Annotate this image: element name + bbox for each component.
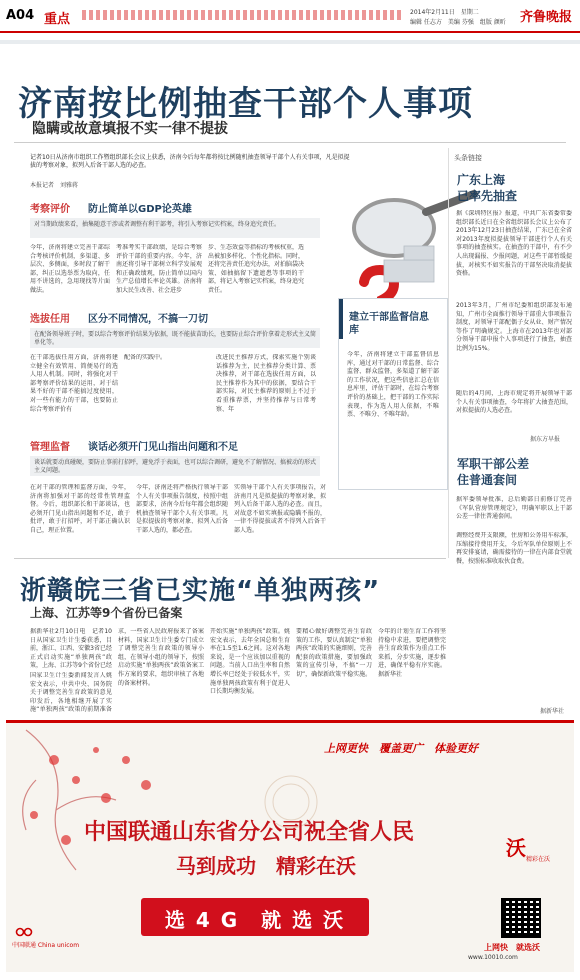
section-title: 防止简单以GDP论英雄 — [88, 204, 192, 215]
section-title: 区分不同情况，不搞一刀切 — [88, 314, 208, 325]
headline: 济南按比例抽查干部个人事项 — [18, 84, 473, 124]
sidebar-source: 据新华社 — [540, 708, 565, 715]
sidebar-text: 据《深圳特区报》报道，中共广东省委常委组织部长近日在全省组织部长会议上公布了2013年12月23日抽查结果，广东已在全省对2013年度拟提拔领导干部进行个人有关事项的抽查核实。在抽查的干部中，有不少人出现漏报、少报问题，对这些干部暂缓提拔，对核实不如实报告的干部坚决取消提拔资格。 — [456, 210, 572, 278]
page-number: A04 — [6, 8, 35, 23]
unicom-advertisement[interactable] — [6, 720, 574, 972]
column-text: 在干部选拔任用方面，济南将建立健全有效管用、简便易行的选人用人机制。同时，将强化对干部考察评价结果的运用，对于结果不好的干部不能搞过度使用，对一些有能力的干部，也要防止综合考察评价有 — [30, 354, 118, 413]
ad-cta-label: 选 4 G 就 选 沃 — [164, 908, 346, 932]
sidebar-title-line: 军职干部公差 — [457, 457, 530, 471]
info-box-title: 建立干部监督信息库 — [349, 312, 429, 336]
sidebar-title-line: 住普通套间 — [457, 473, 518, 487]
column-text: 在对干部的管理和监督方面，今年，济南将加强对干部的经常性管理监督。今后，组织部长和干部谈话，也必须开门见山指出问题和不足，敢于批评，敢于打招呼，对干部正确认识自己，理正位置。 — [30, 484, 130, 534]
info-box-accent — [339, 299, 343, 339]
section-kicker: 选拔任用 — [30, 314, 70, 325]
section-kicker: 考察评价 — [30, 204, 70, 215]
section-name: 重点 — [44, 12, 71, 27]
divider — [14, 558, 446, 559]
sidebar-text: 据军委领导批准，总后勤部日前修订完善《军队营房管理规定》，明确军职以上干部公差一律住普通套间。 — [456, 496, 572, 521]
column-text: 今年的计划生育工作将坚持稳中求进，要把调整完善生育政策作为重点工作来抓，分步实施，逐步推进，确保平稳有序实施。据新华社 — [378, 628, 446, 678]
info-box-text: 今年，济南将建立干部监督信息库，通过对干部的日常监督、综合监督、群众监督，多渠道了解干部的工作状况，把这些信息汇总在信息库里，评估干部时，在综合考察评价的基础上，把干部的工作实际表现，作为选人用人依据，不唯票、不唯分、不唯年龄。 — [347, 351, 439, 419]
ad-cta-button[interactable] — [141, 898, 369, 936]
unicom-logo-icon — [14, 924, 34, 938]
subheadline-2: 上海、江苏等9个省份已备案 — [30, 606, 183, 620]
column-text: 国家卫生计生委新闻发言人姚宏文表示，中共中央、国务院关于调整完善生育政策的意见印发后，各地相继开展了实施“单独两孩”政策的前期准备 — [30, 672, 112, 714]
masthead-pattern — [82, 10, 402, 20]
section-summary: 在配备领导班子时，要以综合考察评价结果为依据，既不能拔苗助长，也要防止综合评价拿着走形式主义简单化等。 — [30, 328, 320, 348]
sidebar-text: 2013年3月，广州市纪委和组织部发布通知，广州市全面推行领导干部重大事项报告制度，对领导干部配偶子女从业、财产情况等作了明确规定。上海市在2013年也对部分领导干部申报个人事项进行了抽查，抽查比例为15%。 — [456, 302, 572, 352]
section-title: 谈话必须开门见山指出问题和不足 — [88, 442, 238, 453]
masthead-rule — [0, 31, 580, 33]
info-box — [338, 298, 448, 490]
unicom-logo-text: 中国联通 China unicom — [12, 942, 80, 949]
column-text: 要精心做好调整完善生育政策的工作，要认真制定“单独两孩”政策的实施细则，完善配套的政策措施，要加强政策的宣传引导，不搞“一刀切”，确保新政策平稳实施。 — [296, 628, 372, 678]
sidebar-title — [457, 172, 517, 204]
column-text: 求，一些省人民政府报来了备案材料，国家卫生计生委专门成立了调整完善生育政策的领导小组，在领导小组的领导下，按照启动实施“单独两孩”政策备案工作方案的要求，组织审核了各地的备案材料。 — [118, 628, 204, 687]
column-text: 开始实施“单独两孩”政策。姚宏文表示，去年全国总和生育率在1.5至1.6之间。这对各地来说，是一个应该加以重视的问题。当前人口出生率和自然增长率已经处于较低水平，实施单独两孩政策有利于促进人口长期均衡发展。 — [210, 628, 290, 696]
column-text: 今年，济南还将严格执行领导干部个人有关事项报告制度，按照中组部要求，济南今后每年都会组织随机抽查领导干部个人有关事项。凡是拟提拔的考察对象、拟列入后备干部人选的，都必查。 — [136, 484, 228, 534]
sidebar-divider — [448, 148, 449, 558]
ad-main-line: 中国联通山东省分公司祝全省人民 — [84, 819, 415, 845]
sidebar-label: 头条链接 — [454, 154, 482, 162]
sidebar-text: 随后的4月间，上海市规定将开展领导干部个人有关事项抽查，今年将扩大抽查范围，对拟提拔的人选必查。 — [456, 390, 572, 415]
sidebar-title — [457, 456, 529, 488]
editor-credits: 编辑 任志方 美编 芬强 组版 颜昕 — [410, 19, 506, 26]
byline: 本报记者 刘雅蒋 — [30, 182, 79, 189]
section-kicker: 管理监督 — [30, 442, 70, 453]
wo-caption: 精彩在沃 — [526, 856, 551, 863]
sidebar-title-line: 已率先抽查 — [457, 189, 518, 203]
newspaper-logo: 齐鲁晚报 — [520, 10, 573, 25]
ad-url-slogan: 上网快 就选沃 — [484, 943, 540, 952]
ad-main-line: 马到成功 精彩在沃 — [176, 854, 356, 878]
ad-slogan: 上网更快 覆盖更广 体验更好 — [324, 742, 478, 755]
sidebar-source: 据东方早报 — [530, 436, 561, 443]
story2-lede: 据新华社2月10日电 记者10日从国家卫生计生委获悉，目前，浙江、江西、安徽3省已经正式启动实施“单独两孩”政策，上海、江苏等9个省份已经 — [30, 628, 112, 670]
story-lede: 记者10日从济南市组织工作暨组织部长会议上获悉，济南今后每年都将按比例随机抽查领导干部个人有关事项，凡是拟提拔的考察对象，拟列入后备干部人选的必查。 — [30, 154, 350, 169]
masthead — [0, 0, 580, 34]
subheadline: 隐瞒或故意填报不实一律不提拔 — [32, 121, 228, 137]
qr-code-icon[interactable] — [501, 898, 541, 938]
top-band — [0, 40, 580, 44]
section-summary: 对当期政绩来看，抽集随意干涉或者调整有利干部考，将引入考察记实档案，终身追究责任。 — [30, 218, 320, 238]
section-summary: 谈话就要动真碰硬，要防止事前打招呼，避免浮于表面，也可以综合调研，避免不了解情况、搞被动的形式主义问题。 — [30, 456, 320, 476]
sidebar-title-line: 广东上海 — [457, 173, 506, 187]
ad-url[interactable]: www.10010.com — [468, 954, 518, 961]
column-text: 步、生态效益等指标的考核权重，选出被加多样化、个性化指标。同时，还将完善责任追究办法，对拍脑袋决策、如抽搞留下遗遮患等事项的干部，将记入考察记实档案，终身追究责任。 — [208, 244, 304, 294]
divider — [14, 142, 566, 143]
headline-2: 浙赣皖三省已实施“单独两孩” — [20, 576, 381, 606]
column-text: 实领导干部个人有关事项报告，对济南月凡是拟提拔的考察对象，拟列入后备干部人选的必查。而且，对故意不如实填报或隐瞒不报的，一律不得提拔或者不得列入后备干部人选。 — [234, 484, 326, 534]
wo-logo-icon: 沃 — [506, 836, 526, 860]
column-text: 改进民主推荐方式，探索实施个别谈话推荐为主，民主推荐分类计算、票决推荐，对干部在选拔任用方面，以民主推荐作为其中的依据，要结合干部实际，对民主推荐的原则上不过于看重推荐票，并坚持推荐与日常考察、年 — [216, 354, 316, 413]
column-text: 考准考实干部政绩，是综合考察评价干部的重要内容。今年，济南还将引导干部树立科学发展观和正确政绩观，防止简单以国内生产总值增长率论英雄。济南将加大民生改善、社会进步 — [116, 244, 202, 294]
column-text: 配备的实践中。 — [124, 354, 167, 361]
column-text: 今年，济南将建立完善干部综合考核评价机制，多渠道、多层次、多侧面，多时段了解干部，纠正以选举票为取向，任用不讲选的，急用现找等片面做法。 — [30, 244, 110, 294]
issue-date: 2014年2月11日 星期二 — [410, 9, 479, 16]
sidebar-text: 调整经费开支限额，住房和公务用车标准，压缩接待费用开支，今后军队单位原则上不再安排宴请，确需接待的一律在内部食堂就餐，按照标准收取伙食费。 — [456, 532, 572, 565]
